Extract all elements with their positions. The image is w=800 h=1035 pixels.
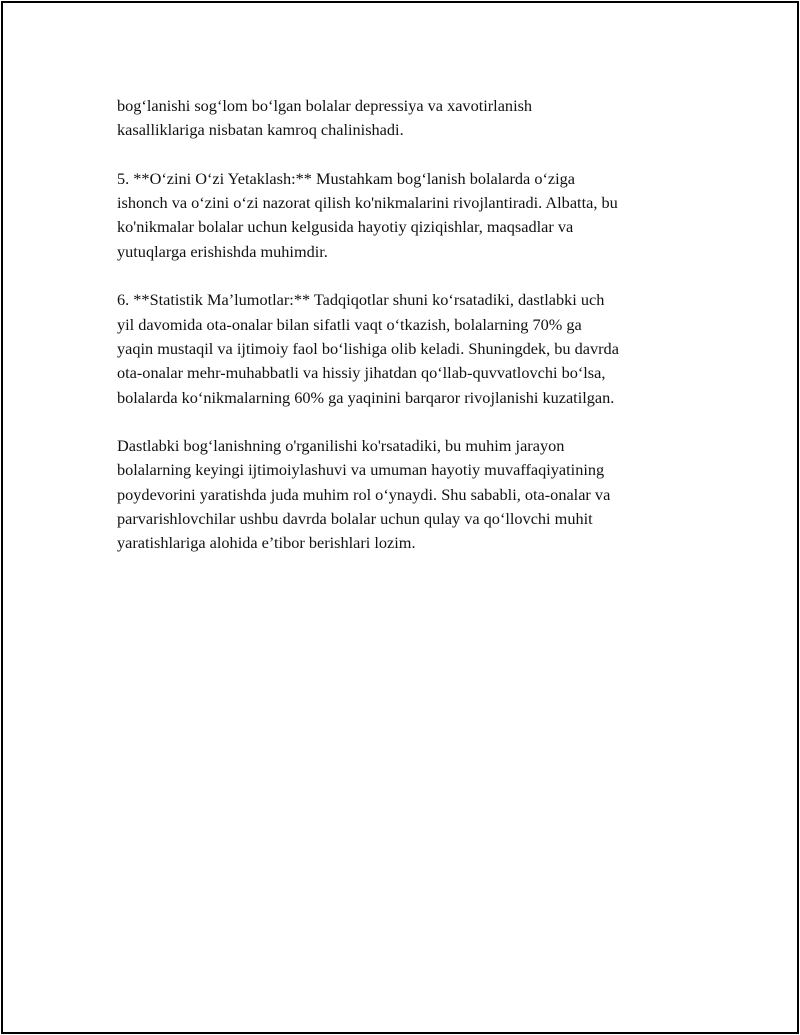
paragraph-conclusion (117, 434, 692, 555)
text-line: yaratishlariga alohida e’tibor berishlari lozim. (117, 533, 416, 553)
text-line: bog‘lanishi sog‘lom bo‘lgan bolalar depressiya va xavotirlanish (117, 96, 533, 115)
text-line: poydevorini yaratishda juda muhim rol o‘ynaydi. Shu sababli, ota-onalar va (117, 484, 611, 504)
text-line: bolalarda ko‘nikmalarning 60% ga yaqinini barqaror rivojlanishi kuzatilgan. (117, 387, 615, 407)
text-line: ota-onalar mehr-muhabbatli va hissiy jihatdan qo‘llab-quvvatlovchi bo‘lsa, (117, 363, 606, 383)
text-line: Dastlabki bog‘lanishning o'rganilishi ko'rsatadiki, bu muhim jarayon (117, 436, 565, 456)
text-line: kasalliklariga nisbatan kamroq chalinishadi. (117, 120, 404, 140)
text-line: 6. **Statistik Ma’lumotlar:** Tadqiqotlar shuni ko‘rsatadiki, dastlabki uch (117, 290, 605, 310)
text-line: ishonch va o‘zini o‘zi nazorat qilish ko'nikmalarini rivojlantiradi. Albatta, bu (117, 193, 618, 213)
document-body (117, 94, 692, 580)
text-line: parvarishlovchilar ushbu davrda bolalar uchun qulay va qo‘llovchi muhit (117, 509, 593, 529)
paragraph-item-6 (117, 288, 692, 409)
text-line: bolalarning keyingi ijtimoiylashuvi va umuman hayotiy muvaffaqiyatining (117, 460, 605, 480)
text-line: yaqin mustaqil va ijtimoiy faol bo‘lishiga olib keladi. Shuningdek, bu davrda (117, 338, 619, 358)
text-line: 5. **O‘zini O‘zi Yetaklash:** Mustahkam bog‘lanish bolalarda o‘ziga (117, 168, 576, 188)
paragraph-item-5 (117, 167, 692, 264)
text-line: yutuqlarga erishishda muhimdir. (117, 241, 328, 261)
text-line: yil davomida ota-onalar bilan sifatli vaqt o‘tkazish, bolalarning 70% ga (117, 314, 582, 334)
text-line: ko'nikmalar bolalar uchun kelgusida hayotiy qiziqishlar, maqsadlar va (117, 217, 574, 237)
paragraph-continuation (117, 94, 692, 143)
